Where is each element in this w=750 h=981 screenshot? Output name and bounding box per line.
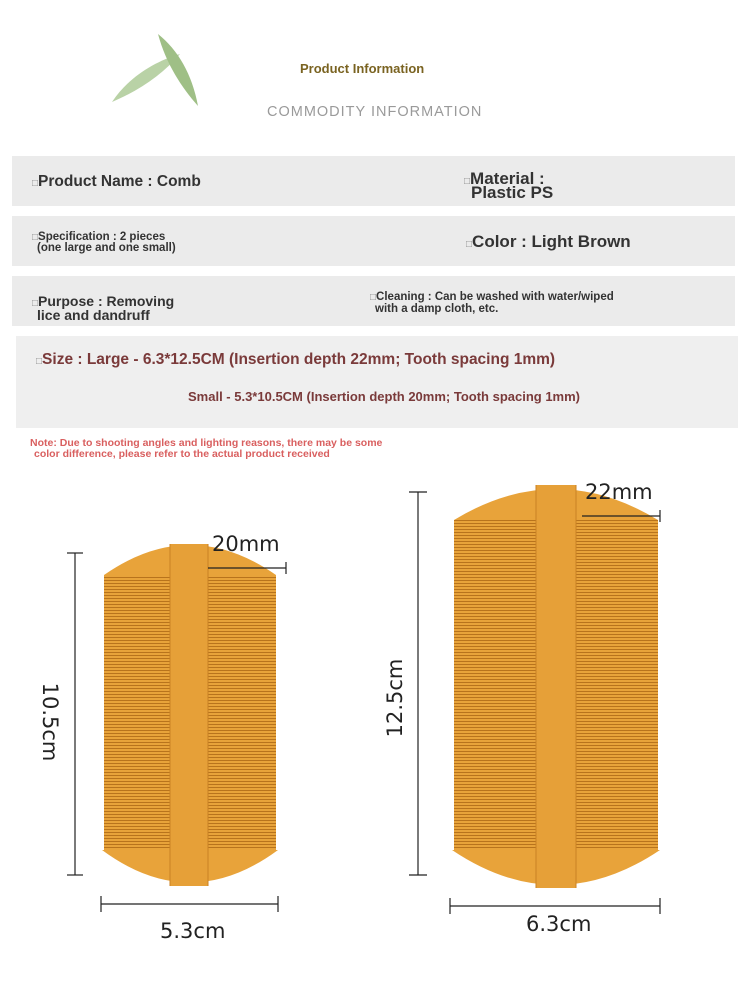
small-comb — [102, 544, 278, 886]
small-comb-width-label: 5.3cm — [160, 919, 226, 943]
small-comb-depth-label: 20mm — [212, 532, 280, 556]
large-comb-height-label: 12.5cm — [383, 658, 407, 738]
large-comb — [452, 485, 660, 888]
material-value: Plastic PS — [471, 183, 554, 202]
size-small: Small - 5.3*10.5CM (Insertion depth 20mm; Tooth spacing 1mm) — [188, 389, 580, 404]
comb-illustration — [0, 470, 750, 970]
page-subtitle: COMMODITY INFORMATION — [267, 104, 483, 120]
note-line-1: Note: Due to shooting angles and lighting reasons, there may be some — [30, 437, 383, 449]
large-comb-depth-label: 22mm — [585, 480, 653, 504]
note-line-2: color difference, please refer to the actual product received — [34, 448, 330, 460]
cleaning-label: □Cleaning : Can be washed with water/wiped — [370, 291, 614, 303]
specification-value: (one large and one small) — [37, 242, 176, 254]
info-row-size — [16, 336, 738, 428]
large-comb-width-label: 6.3cm — [526, 912, 592, 936]
purpose-value: lice and dandruff — [37, 307, 150, 323]
purpose-label: □Purpose : Removing — [32, 293, 175, 309]
material-label: □Material : — [464, 169, 545, 188]
small-comb-height-label: 10.5cm — [38, 682, 62, 762]
size-large: □Size : Large - 6.3*12.5CM (Insertion depth 22mm; Tooth spacing 1mm) — [36, 351, 556, 368]
cleaning-value: with a damp cloth, etc. — [375, 303, 499, 315]
specification-label: □Specification : 2 pieces — [32, 231, 166, 243]
bamboo-leaf-icon — [108, 30, 208, 110]
page-title: Product Information — [300, 61, 425, 76]
product-name: □Product Name : Comb — [32, 173, 201, 190]
color-info: □Color : Light Brown — [466, 232, 631, 251]
